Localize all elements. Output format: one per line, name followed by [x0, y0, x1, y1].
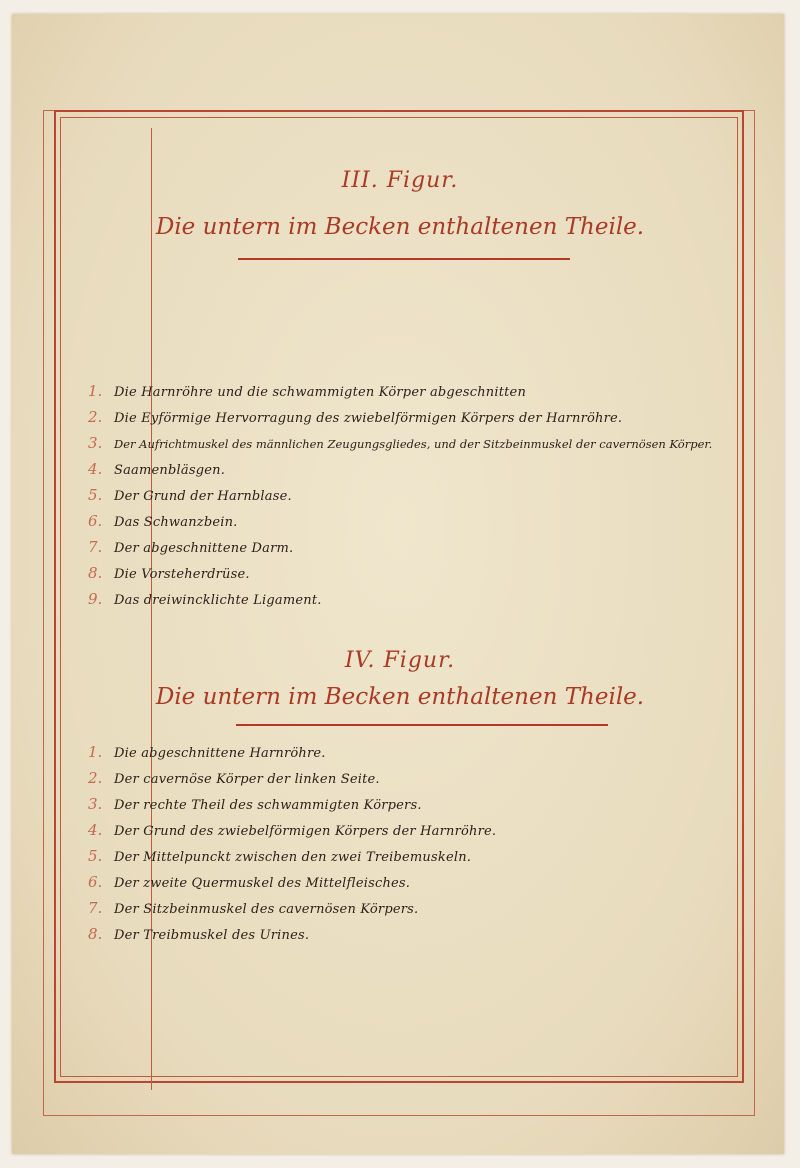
item-text: Der cavernöse Körper der linken Seite. [114, 772, 380, 787]
figure-4-legend-list [88, 743, 496, 951]
list-item [88, 408, 712, 434]
item-text: Der Treibmuskel des Urines. [114, 928, 310, 943]
list-item [88, 486, 712, 512]
item-text: Der abgeschnittene Darm. [114, 541, 294, 556]
list-item [88, 382, 712, 408]
item-number: 4. [88, 460, 103, 478]
item-text: Die abgeschnittene Harnröhre. [114, 746, 326, 761]
item-number: 1. [88, 743, 103, 761]
item-number: 5. [88, 847, 103, 865]
list-item [88, 743, 496, 769]
item-text: Saamenbläsgen. [114, 463, 226, 478]
item-number: 8. [88, 925, 103, 943]
list-item [88, 821, 496, 847]
item-number: 5. [88, 486, 103, 504]
list-item [88, 769, 496, 795]
list-item [88, 899, 496, 925]
item-number: 4. [88, 821, 103, 839]
list-item [88, 590, 712, 616]
list-item [88, 512, 712, 538]
figure-4-subtitle: Die untern im Becken enthaltenen Theile. [155, 684, 645, 710]
item-text: Der zweite Quermuskel des Mittelfleisches. [114, 876, 411, 891]
list-item [88, 434, 712, 460]
item-text: Die Harnröhre und die schwammigten Körper abgeschnitten [114, 385, 527, 400]
item-text: Der Grund der Harnblase. [114, 489, 292, 504]
item-number: 3. [88, 795, 103, 813]
list-item [88, 460, 712, 486]
list-item [88, 873, 496, 899]
list-item [88, 925, 496, 951]
item-text: Der rechte Theil des schwammigten Körpers. [114, 798, 422, 813]
list-item [88, 538, 712, 564]
figure-4-title: IV. Figur. [344, 648, 456, 673]
figure-4-underline [236, 724, 608, 726]
item-number: 2. [88, 408, 103, 426]
item-text: Die Vorsteherdrüse. [114, 567, 250, 582]
item-text: Der Sitzbeinmuskel des cavernösen Körpers. [114, 902, 419, 917]
item-number: 7. [88, 538, 103, 556]
list-item [88, 847, 496, 873]
figure-3-title: III. Figur. [341, 168, 459, 193]
item-number: 6. [88, 512, 103, 530]
list-item [88, 564, 712, 590]
list-item [88, 795, 496, 821]
figure-3-subtitle: Die untern im Becken enthaltenen Theile. [155, 214, 645, 240]
figure-3-underline [238, 258, 570, 260]
figure-3-legend-list [88, 382, 712, 616]
item-text: Der Mittelpunckt zwischen den zwei Treibemuskeln. [114, 850, 472, 865]
item-number: 7. [88, 899, 103, 917]
item-text: Der Aufrichtmuskel des männlichen Zeugungsgliedes, und der Sitzbeinmuskel der cavernösen Körper. [114, 437, 713, 451]
item-number: 3. [88, 434, 103, 452]
item-text: Das Schwanzbein. [114, 515, 238, 530]
item-text: Das dreiwincklichte Ligament. [114, 593, 322, 608]
item-number: 2. [88, 769, 103, 787]
item-number: 9. [88, 590, 103, 608]
item-text: Die Eyförmige Hervorragung des zwiebelförmigen Körpers der Harnröhre. [114, 411, 623, 426]
item-number: 6. [88, 873, 103, 891]
item-number: 8. [88, 564, 103, 582]
item-text: Der Grund des zwiebelförmigen Körpers der Harnröhre. [114, 824, 497, 839]
item-number: 1. [88, 382, 103, 400]
